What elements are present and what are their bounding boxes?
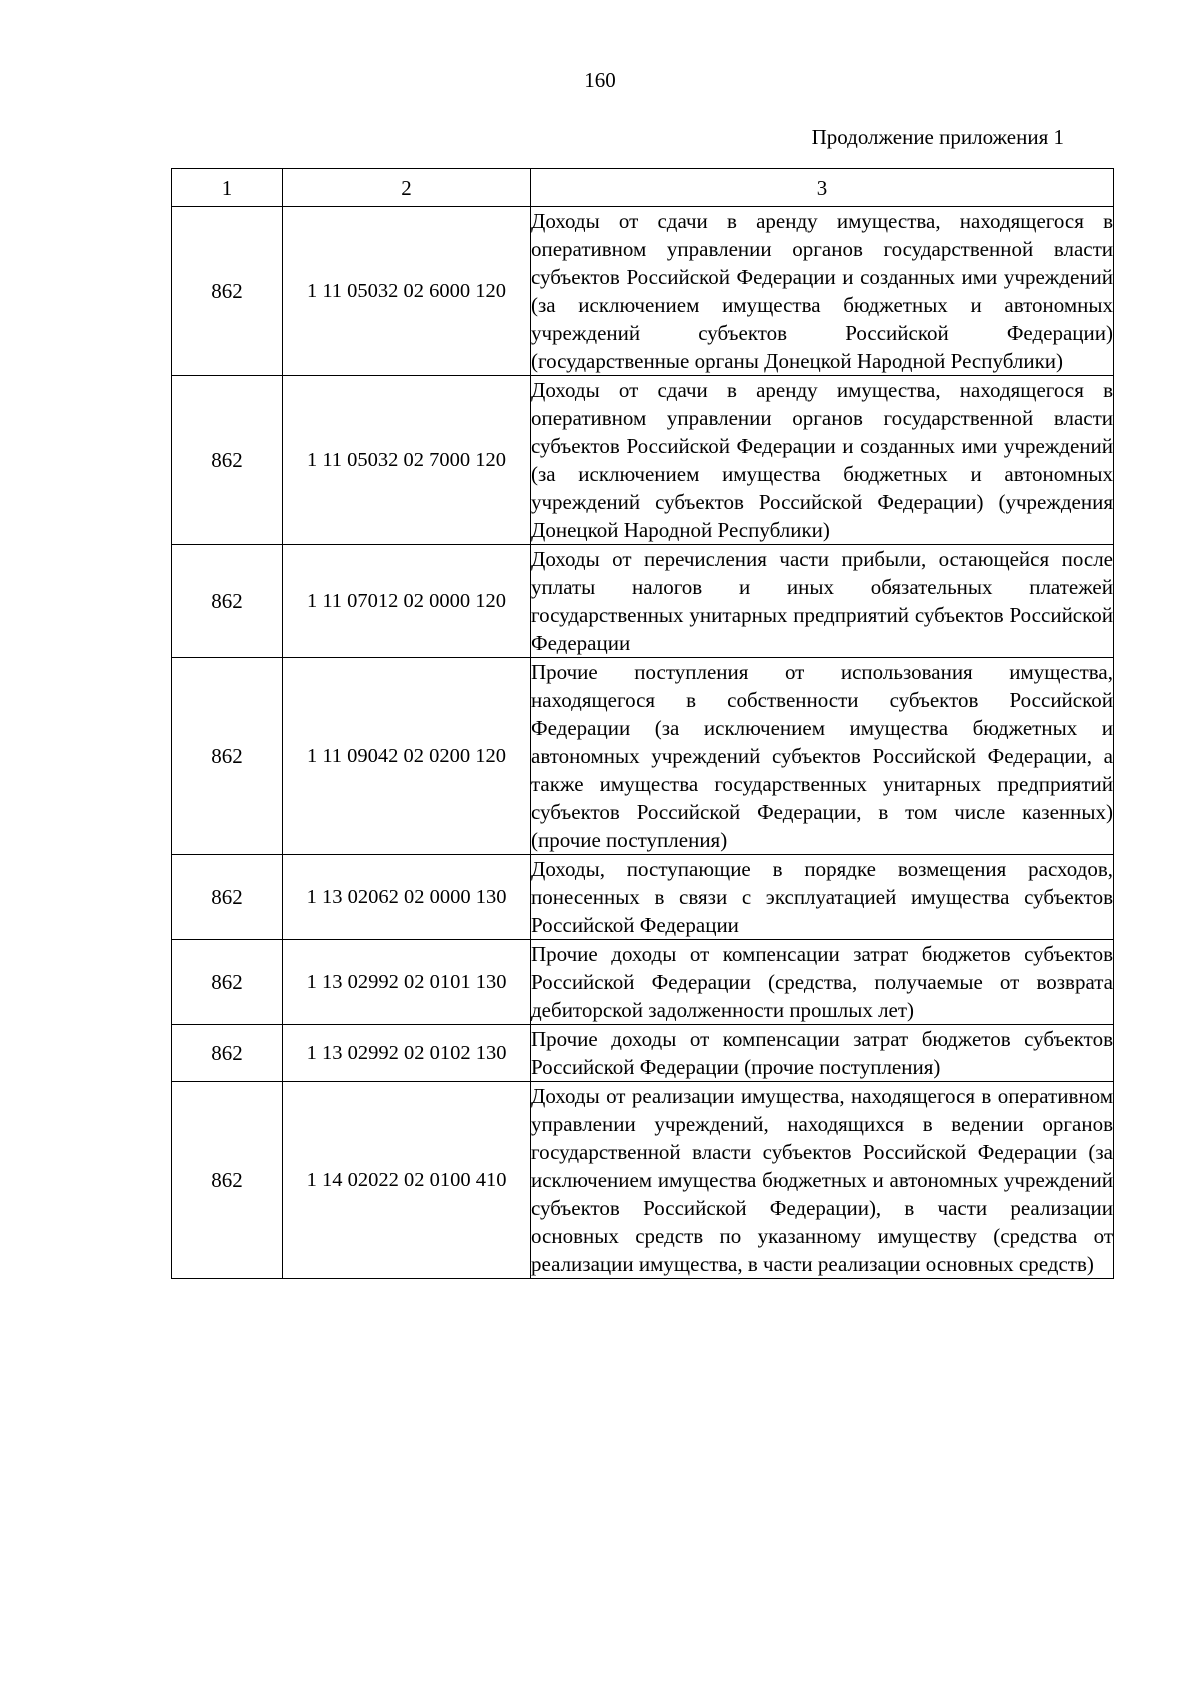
description-cell: Прочие доходы от компенсации затрат бюджетов субъектов Российской Федерации (прочие поступления): [531, 1025, 1114, 1082]
table-row: [172, 855, 1114, 940]
table-row: [172, 545, 1114, 658]
continuation-label: Продолжение приложения 1: [811, 125, 1064, 149]
table-row: [172, 207, 1114, 376]
admin-code-cell: 862: [172, 940, 283, 1025]
header-col-2: 2: [283, 169, 531, 207]
admin-code-cell: 862: [172, 658, 283, 855]
budget-code-cell: 1 13 02992 02 0102 130: [283, 1025, 531, 1082]
table-row: [172, 940, 1114, 1025]
budget-code-cell: 1 13 02062 02 0000 130: [283, 855, 531, 940]
budget-code-cell: 1 11 05032 02 6000 120: [283, 207, 531, 376]
description-cell: Прочие доходы от компенсации затрат бюджетов субъектов Российской Федерации (средства, получаемые от возврата дебиторской задолженности прошлых лет): [531, 940, 1114, 1025]
budget-code-cell: 1 11 09042 02 0200 120: [283, 658, 531, 855]
header-col-3: 3: [531, 169, 1114, 207]
admin-code-cell: 862: [172, 1025, 283, 1082]
description-cell: Доходы от реализации имущества, находящегося в оперативном управлении учреждений, находящихся в ведении органов государственной власти субъектов Российской Федерации (за исключением имущества бюджетных и автономных учреждений субъектов Российской Федерации), в части реализации основных средств по указанному имуществу (средства от реализации имущества, в части реализации основных средств): [531, 1082, 1114, 1279]
table-header: [172, 169, 1114, 207]
table-row: [172, 658, 1114, 855]
table-row: [172, 1082, 1114, 1279]
table-row: [172, 1025, 1114, 1082]
table-body: [172, 207, 1114, 1279]
admin-code-cell: 862: [172, 1082, 283, 1279]
page-number: 160: [584, 68, 616, 92]
admin-code-cell: 862: [172, 545, 283, 658]
description-cell: Доходы от сдачи в аренду имущества, находящегося в оперативном управлении органов государственной власти субъектов Российской Федерации и созданных ими учреждений (за исключением имущества бюджетных и автономных учреждений субъектов Российской Федерации) (государственные органы Донецкой Народной Республики): [531, 207, 1114, 376]
admin-code-cell: 862: [172, 207, 283, 376]
description-cell: Прочие поступления от использования имущества, находящегося в собственности субъектов Российской Федерации (за исключением имущества бюджетных и автономных учреждений субъектов Российской Федерации, а также имущества государственных унитарных предприятий субъектов Российской Федерации, в том числе казенных) (прочие поступления): [531, 658, 1114, 855]
admin-code-cell: 862: [172, 855, 283, 940]
budget-code-cell: 1 11 05032 02 7000 120: [283, 376, 531, 545]
description-cell: Доходы от сдачи в аренду имущества, находящегося в оперативном управлении органов государственной власти субъектов Российской Федерации и созданных ими учреждений (за исключением имущества бюджетных и автономных учреждений субъектов Российской Федерации) (учреждения Донецкой Народной Республики): [531, 376, 1114, 545]
description-cell: Доходы от перечисления части прибыли, остающейся после уплаты налогов и иных обязательных платежей государственных унитарных предприятий субъектов Российской Федерации: [531, 545, 1114, 658]
table-row: [172, 376, 1114, 545]
appendix-table: [171, 168, 1114, 1279]
budget-code-cell: 1 13 02992 02 0101 130: [283, 940, 531, 1025]
budget-code-cell: 1 14 02022 02 0100 410: [283, 1082, 531, 1279]
description-cell: Доходы, поступающие в порядке возмещения расходов, понесенных в связи с эксплуатацией имущества субъектов Российской Федерации: [531, 855, 1114, 940]
header-row: [172, 169, 1114, 207]
budget-code-cell: 1 11 07012 02 0000 120: [283, 545, 531, 658]
header-col-1: 1: [172, 169, 283, 207]
admin-code-cell: 862: [172, 376, 283, 545]
